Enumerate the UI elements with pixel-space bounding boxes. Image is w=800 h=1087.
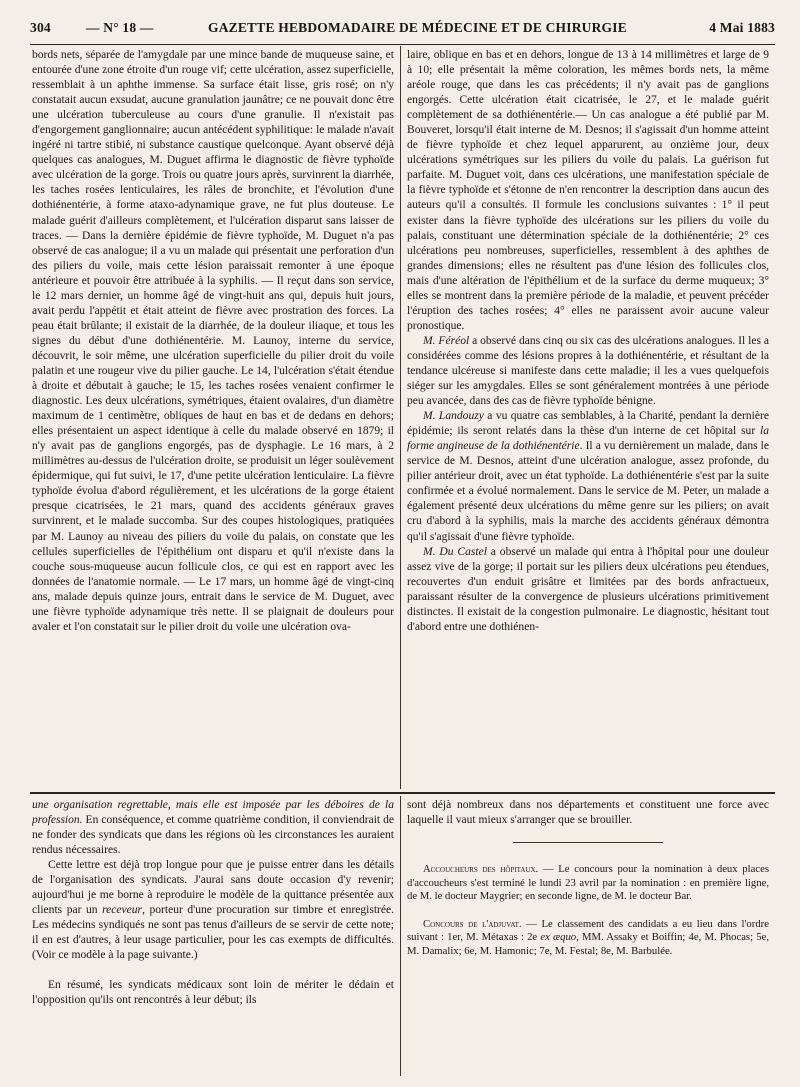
news-heading: Accoucheurs des hôpitaux. — [423, 863, 539, 876]
spacer — [407, 904, 769, 918]
journal-title: GAZETTE HEBDOMADAIRE DE MÉDECINE ET DE CHIRURGIE — [208, 20, 627, 35]
issue-number: — N° 18 — — [86, 20, 154, 35]
news-separator — [513, 842, 663, 843]
column-2-paragraph-ferreol: M. Féréol a observé dans cinq ou six cas des ulcérations analogues. Il les a considérées comme des lésions propres à la dothiénentérie, et résultant de la tendance ulcéreuse si manifeste dans cette maladie; il les a vues quelquefois siéger sur les amygdales. Elles se sont généralement montrées à une période peu avancée, dans des cas de fièvre typhoïde bénigne. — [407, 334, 769, 408]
column-2-paragraph-du-castel: M. Du Castel a observé un malade qui entra à l'hôpital pour une douleur assez vive de la gorge; il portait sur les piliers deux ulcérations peu étendues, recouvertes d'un enduit grisâtre et limitées par des bords anfractueux, paraissant résulter de la convergence de plusieurs ulcérations primitivement distinctes. Il existait de la congestion pulmonaire. Le diagnostic, hésitant tout d'abord entre une dothiénen- — [407, 545, 769, 633]
issue-date: 4 Mai 1883 — [709, 20, 775, 35]
page-header — [30, 14, 775, 45]
column-2 — [407, 48, 769, 788]
news-item-accoucheurs: Accoucheurs des hôpitaux. — Le concours pour la nomination à deux places d'accoucheurs s'est terminé le lundi 23 avril par la nomination : en première ligne, de M. le docteur Maygrier; en seconde ligne, de M. le docteur Bar. — [407, 863, 769, 903]
page-number: 304 — [30, 20, 51, 35]
column-3-paragraph-2: Cette lettre est déjà trop longue pour que je puisse entrer dans les détails de l'organisation des syndicats. J'aurai sans doute occasion d'y revenir; aujourd'hui je me borne à reproduire le modèle de la quittance présentée aux clients par un receveur, porteur d'une procuration sur timbre et enregistrée. Les médecins syndiqués ne sont pas tenus d'ailleurs de se servir de cette note; il en est d'autres, à leur usage particulier, pour les cas exempts de difficultés. (Voir ce modèle à la page suivante.) — [32, 859, 394, 962]
column-3-paragraph-3: En résumé, les syndicats médicaux sont loin de mériter le dédain et l'opposition qu'ils ont rencontrés à leur début; ils — [32, 978, 394, 1006]
column-divider-lower — [400, 796, 401, 1076]
column-2-paragraph-1: laire, oblique en bas et en dehors, longue de 13 à 14 millimètres et large de 9 à 10; elle présentait la même coloration, les mêmes bords nets, la même aréole rouge, que dans les cas précédents; il n'y avait pas de ganglions engorgés. Cette ulcération était cicatrisée, le 27, et le malade guérit complètement de sa dothiénentérie.— Un cas analogue a été publié par M. Bouveret, lorsqu'il était interne de M. Desnos; il s'agissait d'un homme atteint de fièvre typhoïde et chez lequel apparurent, au onzième jour, deux ulcérations symétriques sur les piliers du voile du palais. La guérison fut parfaite. M. Duguet voit, dans ces ulcérations, une manifestation spéciale de la fièvre typhoïde et s'étonne de n'en rencontrer la description dans aucun des auteurs qu'il a consultés. Il formule les conclusions suivantes : 1° il peut exister dans la fièvre typhoïde des ulcérations sur les piliers du voile du palais, constituant une détermination spéciale de la dothiénentérie; 2° ces ulcérations peu nombreuses, superficielles, ressemblent à des aphthes de grandes dimensions; elles ne résultent pas d'une lésion des follicules clos, mais d'une altération de l'épithélium et de la surface du derme muqueux; 3° elles se montrent dans la première période de la maladie, et peuvent précéder l'éruption des taches rosées; 4° elles ne paraissent avoir aucune valeur pronostique. — [407, 49, 769, 332]
author-name-du-castel: M. Du Castel — [423, 545, 487, 558]
column-2-paragraph-landouzy: M. Landouzy a vu quatre cas semblables, à la Charité, pendant la dernière épidémie; ils seront relatés dans la thèse d'un interne de cet hôpital sur la forme angineuse de la dothiénentérie. Il a vu dernièrement un malade, dans le service de M. Desnos, atteint d'une ulcération analogue, assez profonde, du pilier antérieur droit, avec un état typhoïde. La dothiénentérie s'est par la suite confirmée et a évolué normalement. Dans le service de M. Peter, un malade a également présenté deux ulcérations du même genre sur les piliers; on avait cru d'abord à la syphilis, mais la marche des accidents généraux démontra qu'il s'agissait d'une fièvre typhoïde. — [407, 410, 769, 543]
author-name-landouzy: M. Landouzy — [423, 410, 484, 423]
author-name-ferreol: M. Féréol — [423, 334, 470, 347]
column-3-paragraph-1: une organisation regrettable, mais elle est imposée par les déboires de la profession. En conséquence, et comme quatrième condition, il conviendrait de ne fonder des syndicats que dans les régions où les circonstances les auraient rendus nécessaires. — [32, 799, 394, 857]
thesis-title: la forme angineuse de la dothiénentérie — [407, 425, 769, 453]
column-1 — [32, 48, 394, 788]
news-heading: Concours de l'adjuvat. — [423, 917, 522, 930]
section-divider — [30, 792, 775, 794]
column-divider — [400, 46, 401, 789]
column-3 — [32, 798, 394, 1078]
column-4 — [407, 798, 769, 1078]
column-4-paragraph-1: sont déjà nombreux dans nos départements et constituent une force avec laquelle il vaut mieux s'arranger que se brouiller. — [407, 799, 769, 827]
spacer — [32, 964, 394, 978]
column-1-paragraph: bords nets, séparée de l'amygdale par une mince bande de muqueuse saine, et entourée d'une zone étroite d'un rouge vif; cette ulcération, assez superficielle, ressemblait à un aphthe immense. Sa surface était lisse, gris rosé; on n'y constatait aucun exsudat, aucune granulation jaunâtre; ce ne pouvait donc être une ulcération tuberculeuse au cours d'une granulie. Il n'existait pas d'engorgement ganglionnaire; aucun antécédent syphilitique: le malade n'avait ingéré ni tartre stibié, ni substance caustique quelconque. Ayant observé déjà quelques cas analogues, M. Duguet affirma le diagnostic de fièvre typhoïde avec ulcération de la gorge. Trois ou quatre jours après, survinrent la diarrhée, les taches rosées lenticulaires, les râles de bronchite, et l'évolution d'une dothiénentérie, à forme ataxo-adynamique grave, ne fut plus douteuse. Le malade guérit d'ailleurs complètement, et l'ulcération disparut sans laisser de traces. — Dans la dernière épidémie de fièvre typhoïde, M. Duguet n'a pas observé de cas analogue; il a vu un malade qui présentait une perforation d'un des piliers du voile, mais cette lésion paraissait remonter à une époque antérieure et pouvoir être attribuée à la syphilis. — Il reçut dans son service, le 12 mars dernier, un homme âgé de vingt-huit ans qui, depuis huit jours, avait perdu l'appétit et était atteint de fièvre avec prostration des forces. La peau était brûlante; il existait de la diarrhée, de la douleur iliaque, et tous les signes du début d'une dothiénentérie. M. Launoy, interne du service, découvrit, le soir même, une ulcération superficielle du pilier droit du voile palatin et une rougeur vive du pilier gauche. Le 14, l'ulcération s'était étendue à droite et débutait à gauche; le 15, les taches rosées venaient confirmer le diagnostic. Les deux ulcérations, symétriques, étaient ovalaires, d'un diamètre maximum de 1 centimètre, obliques de haut en bas et de dedans en dehors; elles présentaient un aspect identique à celle du malade observé en 1879; il n'y avait pas de ganglions engorgés, pas de dysphagie. Le 16 mars, à 2 millimètres au-dessus de l'ulcération droite, se produisit un léger soulèvement épidermique, qui fut suivi, le 17, d'une petite ulcération lenticulaire. La fièvre typhoïde évolua d'abord régulièrement, et les ulcérations de la gorge étaient presque cicatrisées, le 21 mars, quand des accidents généraux graves survinrent, et le malade succomba. Sur des coupes histologiques, pratiquées par M. Launoy au niveau des piliers du voile du palais, on constate que les cellules superficielles de l'épithélium ont disparu et qu'il n'existe dans la couche sous-muqueuse aucun follicule clos, ce qui est en rapport avec les données de l'anatomie normale. — Le 17 mars, un homme âgé de vingt-cinq ans, malade depuis quinze jours, entrait dans le service de M. Duguet, avec une fièvre typhoïde adynamique très nette. Il se plaignait de douleurs pour avaler et l'on constatait sur le pilier droit du voile une ulcération ova- — [32, 49, 394, 633]
news-item-adjuvat: Concours de l'adjuvat. — Le classement des candidats a eu lieu dans l'ordre suivant : 1er, M. Métaxas : 2e ex æquo, MM. Assaky et Boiffin; 4e, M. Phocas; 5e, M. Damalix; 6e, M. Hamonic; 7e, M. Festal; 8e, M. Barbulée. — [407, 917, 769, 958]
